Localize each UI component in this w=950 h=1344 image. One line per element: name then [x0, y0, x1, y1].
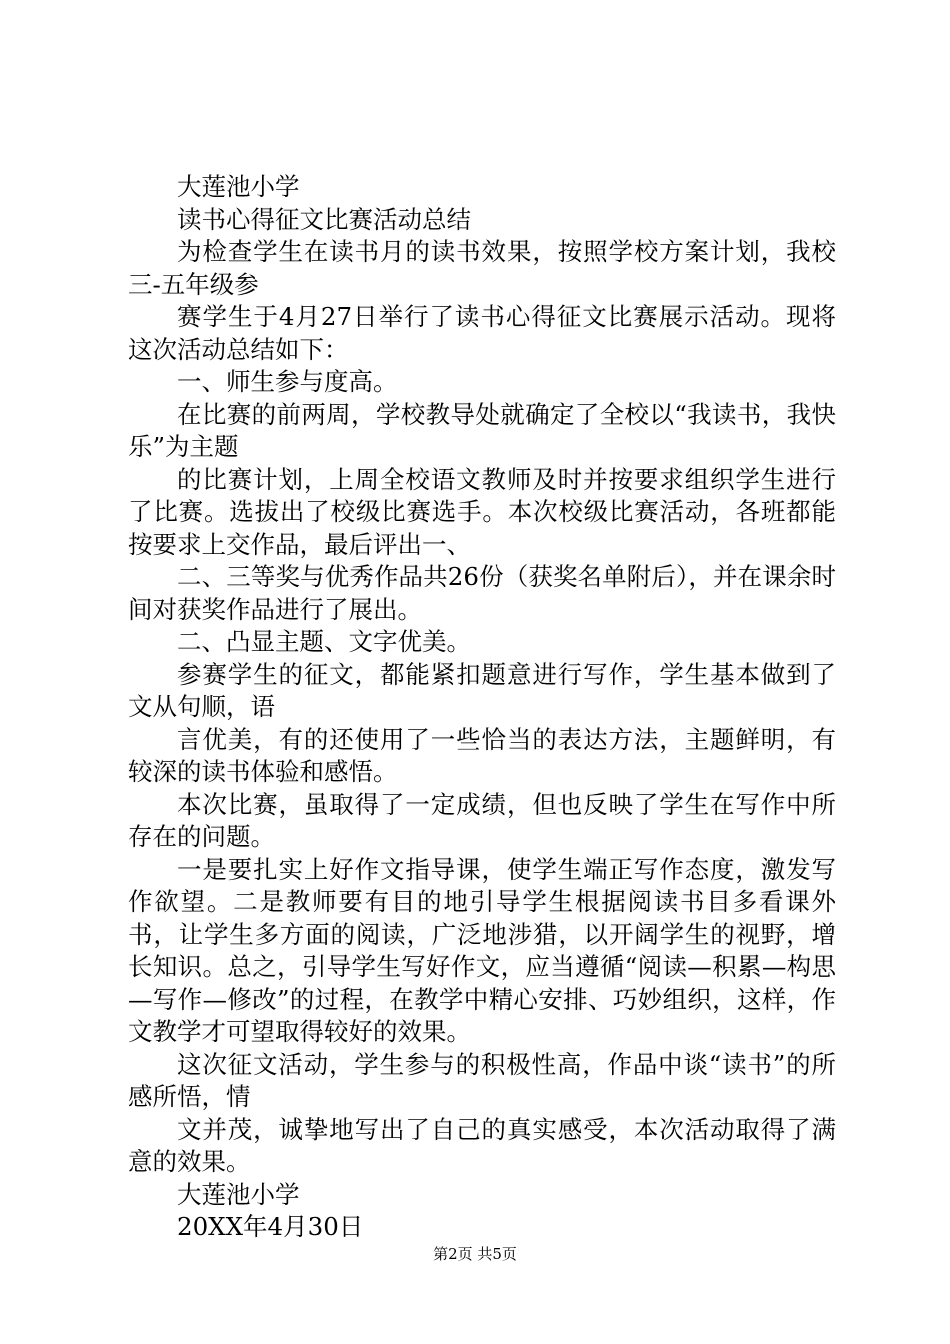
body-paragraph: 为检查学生在读书月的读书效果，按照学校方案计划，我校三-五年级参: [128, 237, 836, 299]
body-paragraph: 在比赛的前两周，学校教导处就确定了全校以“我读书，我快乐”为主题: [128, 399, 836, 461]
body-paragraph: 本次比赛，虽取得了一定成绩，但也反映了学生在写作中所存在的问题。: [128, 789, 836, 851]
signature-school-name: 大莲池小学: [177, 1179, 300, 1209]
school-name-heading: 大莲池小学: [177, 172, 300, 201]
signature-date: 20XX年4月30日: [177, 1212, 364, 1241]
page-footer: 第2页 共5页: [433, 1245, 517, 1263]
section-heading: 一、师生参与度高。: [177, 367, 398, 396]
body-paragraph: 文并茂，诚挚地写出了自己的真实感受，本次活动取得了满意的效果。: [128, 1114, 836, 1176]
document-title: 读书心得征文比赛活动总结: [177, 204, 471, 234]
body-paragraph: 的比赛计划，上周全校语文教师及时并按要求组织学生进行了比赛。选拔出了校级比赛选手。本次校级比赛活动，各班都能按要求上交作品，最后评出一、: [128, 464, 836, 559]
body-paragraph: 一是要扎实上好作文指导课，使学生端正写作态度，激发写作欲望。二是教师要有目的地引导学生根据阅读书目多看课外书，让学生多方面的阅读，广泛地涉猎，以开阔学生的视野，增长知识。总之，引导学生写好作文，应当遵循“阅读—积累—构思—写作—修改”的过程，在教学中精心安排、巧妙组织，这样，作文教学才可望取得较好的效果。: [128, 854, 836, 1046]
document-body: [128, 171, 836, 1244]
body-paragraph: 二、三等奖与优秀作品共26份（获奖名单附后），并在课余时间对获奖作品进行了展出。: [128, 562, 836, 624]
section-heading: 二、凸显主题、文字优美。: [177, 627, 471, 656]
body-paragraph: 言优美，有的还使用了一些恰当的表达方法，主题鲜明，有较深的读书体验和感悟。: [128, 724, 836, 786]
body-paragraph: 参赛学生的征文，都能紧扣题意进行写作，学生基本做到了文从句顺，语: [128, 659, 836, 721]
body-paragraph: 这次征文活动，学生参与的积极性高，作品中谈“读书”的所感所悟，情: [128, 1049, 836, 1111]
body-paragraph: 赛学生于4月27日举行了读书心得征文比赛展示活动。现将这次活动总结如下：: [128, 302, 836, 364]
